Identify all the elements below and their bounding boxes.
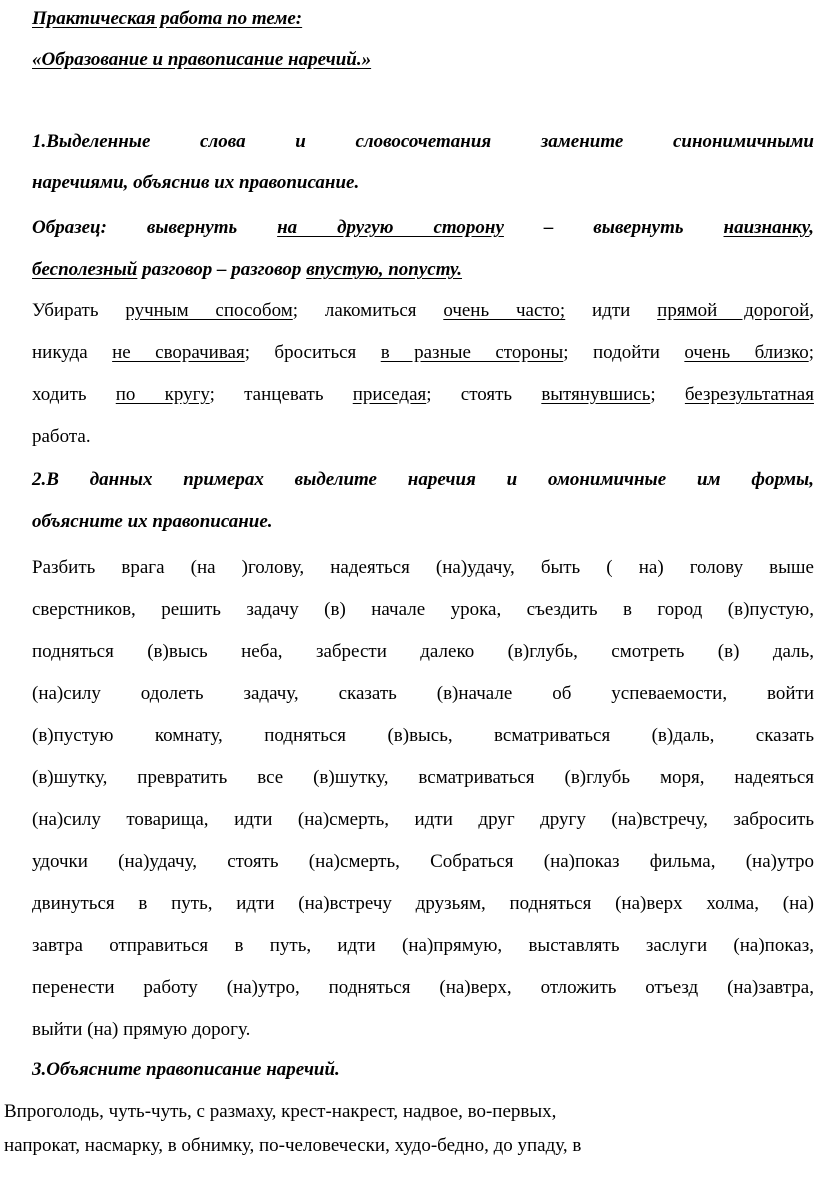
task2-text [32,547,814,1051]
task3-line: напрокат, насмарку, в обнимку, по-человечески, худо-бедно, до упаду, в [4,1135,582,1156]
task2-line: Разбить врага (на )голову, надеяться (на)удачу, быть ( на) голову выше [32,557,814,578]
task2-line: (в)шутку, превратить все (в)шутку, всматриваться (в)глубь моря, надеяться [32,767,814,788]
task2-line: выйти (на) прямую дорогу. [32,1019,251,1040]
task2-line: удочки (на)удачу, стоять (на)смерть, Собраться (на)показ фильма, (на)утро [32,851,814,872]
task2-title-line-1: 2.В данных примерах выделите наречия и омонимичные им формы, [32,469,814,490]
task1-title-line-2: наречиями, объяснив их правописание. [32,172,360,193]
task3-text [4,1095,814,1163]
task1-body-line-3: ходить по кругу; танцевать приседая; стоять вытянувшись; безрезультатная [32,384,814,405]
task1-title-line-1: 1.Выделенные слова и словосочетания замените синонимичными [32,131,814,152]
task2-line: (в)пустую комнату, подняться (в)высь, всматриваться (в)даль, сказать [32,725,814,746]
task2-line: сверстников, решить задачу (в) начале урока, съездить в город (в)пустую, [32,599,814,620]
task1-body-line-1: Убирать ручным способом; лакомиться очень часто; идти прямой дорогой, [32,300,814,321]
task1-sample-line-1: Образец: вывернуть на другую сторону – вывернуть наизнанку, [32,217,815,238]
task2-line: завтра отправиться в путь, идти (на)прямую, выставлять заслуги (на)показ, [32,935,814,956]
task1-body-line-2: никуда не сворачивая; броситься в разные стороны; подойти очень близко; [32,342,814,363]
task2-title-line-2: объясните их правописание. [32,511,273,532]
task2-line: перенести работу (на)утро, подняться (на)верх, отложить отъезд (на)завтра, [32,977,814,998]
task1-sample-line-2: бесполезный разговор – разговор впустую, попусту. [32,259,463,280]
task2-line: (на)силу товарища, идти (на)смерть, идти друг другу (на)встречу, забросить [32,809,814,830]
task3-line: Впроголодь, чуть-чуть, с размаху, крест-накрест, надвое, во-первых, [4,1101,557,1122]
task2-line: (на)силу одолеть задачу, сказать (в)начале об успеваемости, войти [32,683,814,704]
header-line-2: «Образование и правописание наречий.» [32,49,372,70]
task2-line: двинуться в путь, идти (на)встречу друзьям, подняться (на)верх холма, (на) [32,893,814,914]
task2-line: подняться (в)высь неба, забрести далеко (в)глубь, смотреть (в) даль, [32,641,814,662]
task3-title: 3.Объясните правописание наречий. [32,1059,340,1080]
header-line-1: Практическая работа по теме: [32,8,303,29]
task1-body-line-4: работа. [32,426,91,447]
